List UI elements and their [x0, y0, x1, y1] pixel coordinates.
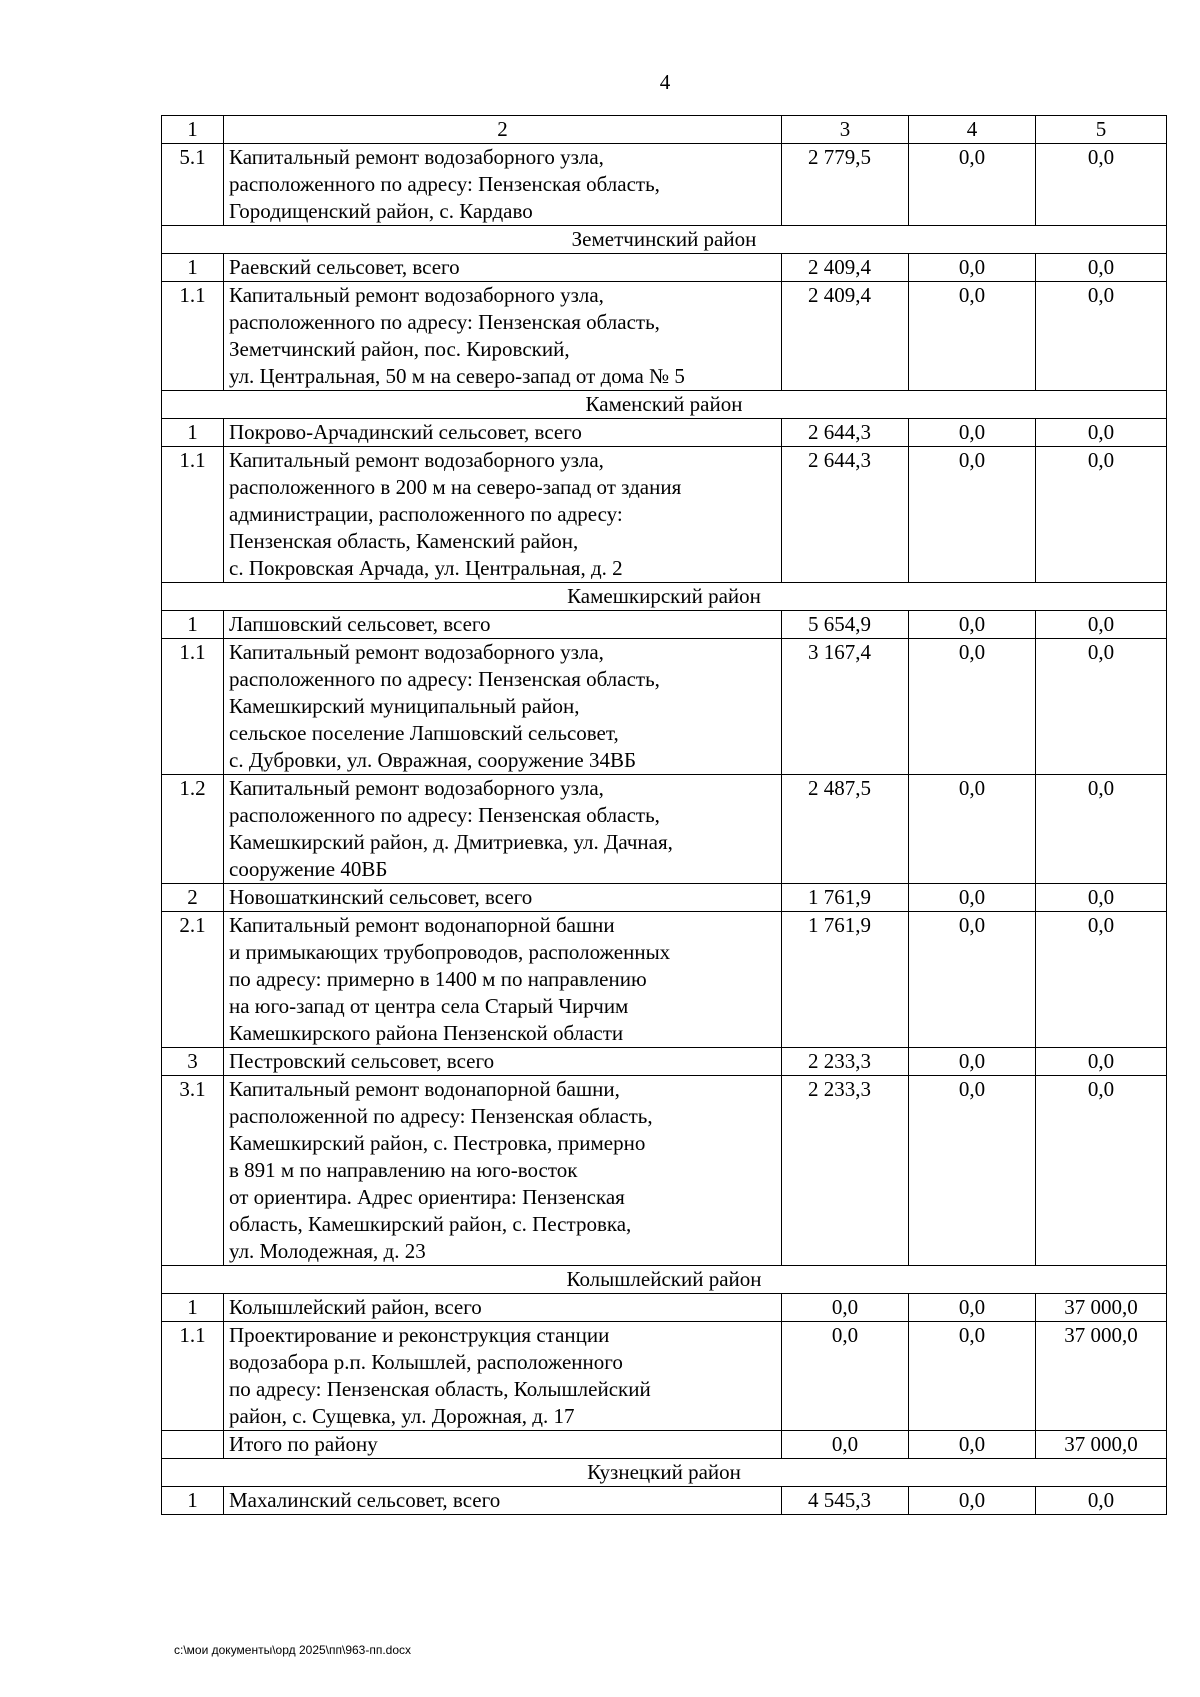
row-value-col5: 0,0 [1036, 912, 1167, 1048]
row-number: 1.1 [162, 282, 224, 391]
row-value-col3: 2 487,5 [782, 775, 909, 884]
table-row [162, 254, 1167, 282]
row-number: 5.1 [162, 144, 224, 226]
table-row [162, 912, 1167, 1048]
table-row [162, 1431, 1167, 1459]
row-number: 1 [162, 1487, 224, 1515]
table-row [162, 1048, 1167, 1076]
row-number: 1.2 [162, 775, 224, 884]
row-value-col3: 2 644,3 [782, 419, 909, 447]
row-number: 1 [162, 611, 224, 639]
row-value-col3: 5 654,9 [782, 611, 909, 639]
row-value-col4: 0,0 [909, 1322, 1036, 1431]
row-value-col4: 0,0 [909, 282, 1036, 391]
row-value-col4: 0,0 [909, 419, 1036, 447]
row-name: Пестровский сельсовет, всего [224, 1048, 782, 1076]
district-row [162, 1459, 1167, 1487]
table-row [162, 884, 1167, 912]
row-number: 1 [162, 1294, 224, 1322]
table-row [162, 1294, 1167, 1322]
row-value-col3: 2 409,4 [782, 254, 909, 282]
row-value-col3: 0,0 [782, 1431, 909, 1459]
table-row [162, 282, 1167, 391]
row-value-col3: 1 761,9 [782, 884, 909, 912]
row-value-col5: 37 000,0 [1036, 1322, 1167, 1431]
row-value-col5: 0,0 [1036, 282, 1167, 391]
district-name: Земетчинский район [162, 226, 1167, 254]
row-value-col3: 0,0 [782, 1294, 909, 1322]
row-value-col5: 0,0 [1036, 447, 1167, 583]
table-row [162, 639, 1167, 775]
header-col-2: 2 [224, 116, 782, 144]
row-value-col4: 0,0 [909, 639, 1036, 775]
row-number: 1.1 [162, 1322, 224, 1431]
row-value-col4: 0,0 [909, 1294, 1036, 1322]
row-number: 1.1 [162, 447, 224, 583]
row-value-col3: 0,0 [782, 1322, 909, 1431]
row-value-col4: 0,0 [909, 775, 1036, 884]
row-value-col5: 0,0 [1036, 419, 1167, 447]
row-value-col3: 2 233,3 [782, 1048, 909, 1076]
row-number: 1 [162, 419, 224, 447]
district-row [162, 226, 1167, 254]
row-value-col5: 0,0 [1036, 775, 1167, 884]
row-number: 1 [162, 254, 224, 282]
page-number: 4 [659, 70, 671, 94]
row-value-col3: 1 761,9 [782, 912, 909, 1048]
row-number [162, 1431, 224, 1459]
row-value-col4: 0,0 [909, 1431, 1036, 1459]
row-value-col5: 37 000,0 [1036, 1431, 1167, 1459]
row-name: Покрово-Арчадинский сельсовет, всего [224, 419, 782, 447]
table-body [162, 116, 1167, 1515]
row-number: 2.1 [162, 912, 224, 1048]
district-name: Колышлейский район [162, 1266, 1167, 1294]
table-row [162, 1487, 1167, 1515]
district-row [162, 391, 1167, 419]
table-row [162, 1076, 1167, 1266]
row-value-col5: 0,0 [1036, 639, 1167, 775]
row-value-col3: 2 233,3 [782, 1076, 909, 1266]
row-name: Новошаткинский сельсовет, всего [224, 884, 782, 912]
header-col-4: 4 [909, 116, 1036, 144]
row-value-col5: 0,0 [1036, 611, 1167, 639]
row-value-col4: 0,0 [909, 144, 1036, 226]
table-row [162, 144, 1167, 226]
district-row [162, 1266, 1167, 1294]
row-name: Лапшовский сельсовет, всего [224, 611, 782, 639]
row-name: Проектирование и реконструкция станции водозабора р.п. Колышлей, расположенного по адресу: Пензенская область, Колышлейский район, с. Сущевка, ул. Дорожная, д. 17 [224, 1322, 782, 1431]
row-value-col5: 0,0 [1036, 884, 1167, 912]
row-value-col4: 0,0 [909, 611, 1036, 639]
row-number: 3.1 [162, 1076, 224, 1266]
header-row [162, 116, 1167, 144]
row-value-col4: 0,0 [909, 254, 1036, 282]
row-value-col4: 0,0 [909, 884, 1036, 912]
row-value-col5: 37 000,0 [1036, 1294, 1167, 1322]
table-row [162, 775, 1167, 884]
row-value-col4: 0,0 [909, 1487, 1036, 1515]
row-name: Капитальный ремонт водозаборного узла, расположенного в 200 м на северо-запад от здания администрации, расположенного по адресу: Пензенская область, Каменский район, с. Покровская Арчада, ул. Центральная, д. 2 [224, 447, 782, 583]
header-col-1: 1 [162, 116, 224, 144]
table-row [162, 419, 1167, 447]
row-name: Капитальный ремонт водонапорной башни и примыкающих трубопроводов, расположенных по адресу: примерно в 1400 м по направлению на юго-запад от центра села Старый Чирчим Камешкирского района Пензенской области [224, 912, 782, 1048]
district-name: Камешкирский район [162, 583, 1167, 611]
row-name: Капитальный ремонт водонапорной башни, расположенной по адресу: Пензенская область, Камешкирский район, с. Пестровка, примерно в 891 м по направлению на юго-восток от ориентира. Адрес ориентира: Пензенская область, Камешкирский район, с. Пестровка, ул. Молодежная, д. 23 [224, 1076, 782, 1266]
row-name: Махалинский сельсовет, всего [224, 1487, 782, 1515]
row-value-col4: 0,0 [909, 1048, 1036, 1076]
row-value-col5: 0,0 [1036, 254, 1167, 282]
row-value-col3: 2 409,4 [782, 282, 909, 391]
row-value-col4: 0,0 [909, 447, 1036, 583]
row-value-col5: 0,0 [1036, 1076, 1167, 1266]
row-name: Итого по району [224, 1431, 782, 1459]
row-value-col4: 0,0 [909, 1076, 1036, 1266]
row-value-col3: 3 167,4 [782, 639, 909, 775]
row-value-col5: 0,0 [1036, 1487, 1167, 1515]
table-row [162, 1322, 1167, 1431]
row-value-col3: 4 545,3 [782, 1487, 909, 1515]
row-value-col5: 0,0 [1036, 1048, 1167, 1076]
row-number: 1.1 [162, 639, 224, 775]
header-col-5: 5 [1036, 116, 1167, 144]
row-value-col4: 0,0 [909, 912, 1036, 1048]
row-value-col5: 0,0 [1036, 144, 1167, 226]
district-name: Каменский район [162, 391, 1167, 419]
funding-table [161, 115, 1167, 1515]
row-name: Капитальный ремонт водозаборного узла, расположенного по адресу: Пензенская область, Камешкирский район, д. Дмитриевка, ул. Дачная, сооружение 40ВБ [224, 775, 782, 884]
row-number: 3 [162, 1048, 224, 1076]
row-name: Раевский сельсовет, всего [224, 254, 782, 282]
table-row [162, 447, 1167, 583]
file-path-footer: c:\мои документы\орд 2025\пп\963-пп.docx [174, 1643, 412, 1657]
row-name: Капитальный ремонт водозаборного узла, расположенного по адресу: Пензенская область, Городищенский район, с. Кардаво [224, 144, 782, 226]
district-row [162, 583, 1167, 611]
row-name: Капитальный ремонт водозаборного узла, расположенного по адресу: Пензенская область, Камешкирский муниципальный район, сельское поселение Лапшовский сельсовет, с. Дубровки, ул. Овражная, сооружение 34ВБ [224, 639, 782, 775]
row-name: Колышлейский район, всего [224, 1294, 782, 1322]
row-value-col3: 2 644,3 [782, 447, 909, 583]
row-name: Капитальный ремонт водозаборного узла, расположенного по адресу: Пензенская область, Земетчинский район, пос. Кировский, ул. Центральная, 50 м на северо-запад от дома № 5 [224, 282, 782, 391]
row-number: 2 [162, 884, 224, 912]
table-row [162, 611, 1167, 639]
row-value-col3: 2 779,5 [782, 144, 909, 226]
district-name: Кузнецкий район [162, 1459, 1167, 1487]
header-col-3: 3 [782, 116, 909, 144]
